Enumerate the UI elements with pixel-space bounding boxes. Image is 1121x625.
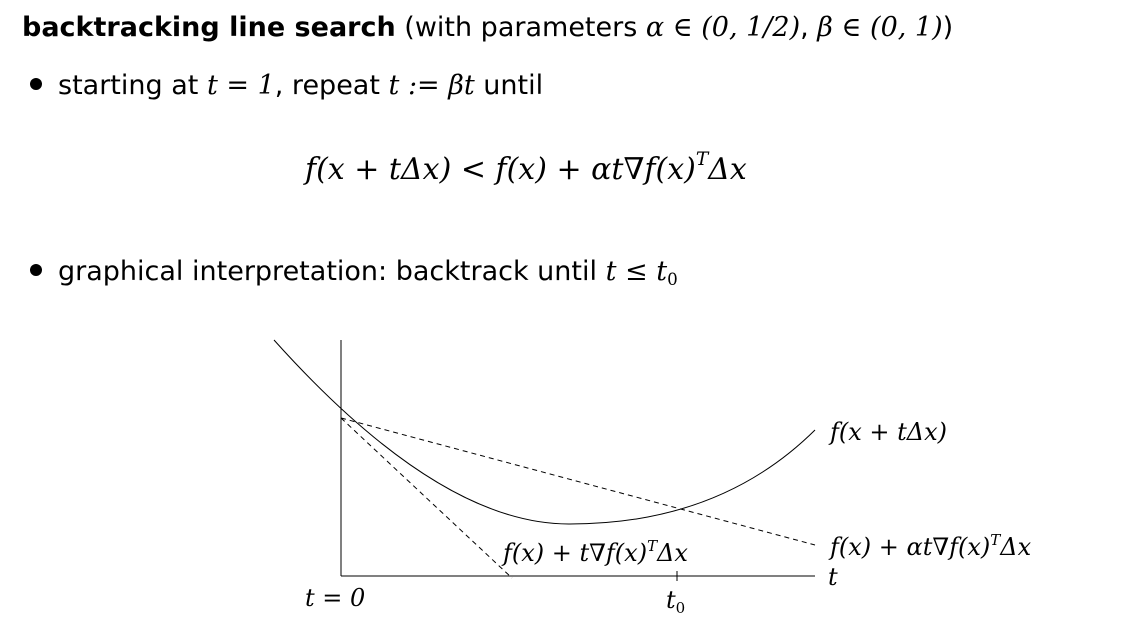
title-bold: backtracking line search (22, 12, 396, 43)
bullet2-condition-sub: 0 (667, 269, 678, 290)
tangent-line (341, 418, 512, 578)
bullet2-condition: t ≤ t (605, 256, 668, 287)
origin-label: t = 0 (305, 584, 366, 612)
function-curve (274, 340, 815, 524)
title-params-open: (with parameters (395, 12, 646, 43)
title-alpha-range: α ∈ (0, 1/2) (645, 12, 801, 43)
t-axis-label: t (828, 563, 838, 591)
bullet1-before: starting at (58, 70, 207, 101)
formula-transpose: T (695, 149, 709, 171)
formula-tail: Δx (708, 152, 747, 187)
formula-main: f(x + tΔx) < f(x) + αt∇f(x) (305, 152, 696, 187)
title-params-close: ) (942, 12, 954, 43)
bullet1-t-eq-1: t = 1 (206, 70, 275, 101)
bullet2-text: graphical interpretation: backtrack until (58, 256, 606, 287)
title-comma: , (800, 12, 818, 43)
title-beta-range: β ∈ (0, 1) (817, 12, 943, 43)
armijo-label: $f(x) + \alpha t\nabla f(x)^T\Delta x$ (830, 531, 1032, 561)
bullet1-after: until (474, 70, 544, 101)
tangent-label: $f(x) + t\nabla f(x)^T\Delta x$ (503, 537, 688, 567)
bullet1-middle: , repeat (274, 70, 389, 101)
curve-label: f(x + tΔx) (830, 418, 948, 446)
t0-label: $t_0$ (666, 586, 686, 617)
armijo-line (341, 418, 815, 545)
bullet1-assign: t := βt (388, 70, 475, 101)
